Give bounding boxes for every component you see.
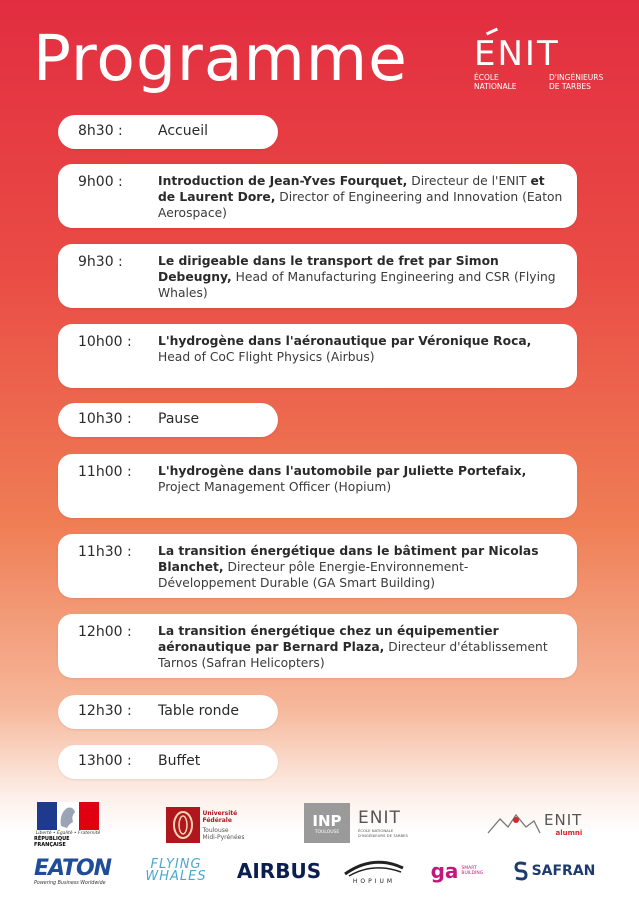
universite-line: Université bbox=[202, 809, 238, 817]
ga-subtext: SMART BUILDING bbox=[461, 866, 484, 876]
airbus-logo bbox=[233, 856, 325, 886]
program-detail: Head of Manufacturing Engineering and CSR (Flying Whales) bbox=[158, 270, 556, 300]
eaton-tagline: Powering Business Worldwide bbox=[34, 881, 106, 886]
program-item bbox=[58, 244, 577, 308]
flying-whales-logo bbox=[134, 854, 218, 888]
safran-logo bbox=[505, 856, 603, 886]
enit-logo bbox=[474, 30, 624, 92]
program-time: 8h30 : bbox=[78, 123, 123, 139]
flying-whales-word: FLYING WHALES bbox=[145, 857, 207, 884]
program-item bbox=[58, 745, 278, 779]
program-desc bbox=[158, 122, 563, 140]
enit-small-sub: D'INGÉNIEURS DE TARBES bbox=[358, 833, 408, 838]
safran-s-icon bbox=[513, 861, 529, 881]
republique-francaise-logo bbox=[34, 802, 102, 848]
program-desc bbox=[158, 410, 563, 428]
enit-small-logo bbox=[358, 808, 408, 838]
program-time: 9h30 : bbox=[78, 254, 123, 270]
program-desc bbox=[158, 623, 563, 671]
universite-emblem-icon bbox=[166, 807, 200, 843]
program-time: 11h00 : bbox=[78, 464, 132, 480]
program-item bbox=[58, 324, 577, 388]
page-title: Programme bbox=[33, 22, 408, 95]
program-title: Accueil bbox=[158, 123, 208, 139]
program-title: L'hydrogène dans l'automobile par Juliette Portefaix, bbox=[158, 464, 527, 478]
program-desc bbox=[158, 333, 563, 365]
alumni-label: alumni bbox=[555, 829, 583, 837]
program-time: 10h00 : bbox=[78, 334, 132, 350]
program-time: 10h30 : bbox=[78, 411, 132, 427]
program-title: La transition énergétique chez un équipementier aéronautique par Bernard Plaza, bbox=[158, 624, 499, 654]
program-time: 13h00 : bbox=[78, 753, 132, 769]
program-desc bbox=[158, 173, 563, 221]
ga-smart-building-logo bbox=[428, 854, 490, 888]
inp-subtext: TOULOUSE bbox=[314, 829, 340, 835]
program-detail: Head of CoC Flight Physics (Airbus) bbox=[158, 350, 375, 364]
program-title: Buffet bbox=[158, 753, 201, 769]
program-desc bbox=[158, 253, 563, 301]
program-detail: Directeur d'établissement Tarnos (Safran Helicopters) bbox=[158, 640, 548, 670]
republique-motto: Liberté • Égalité • Fraternité bbox=[35, 831, 101, 836]
program-item bbox=[58, 695, 278, 729]
program-detail: Project Management Officer (Hopium) bbox=[158, 480, 392, 494]
marianne-icon bbox=[37, 802, 99, 830]
universite-line: Fédérale bbox=[202, 816, 232, 824]
hopium-swoosh-icon bbox=[343, 858, 405, 878]
inp-text: INP bbox=[312, 811, 342, 830]
program-desc bbox=[158, 702, 563, 720]
enit-logo-word: ENIT bbox=[474, 34, 560, 74]
partner-logos bbox=[0, 796, 639, 906]
program-time: 11h30 : bbox=[78, 544, 132, 560]
enit-alumni-logo bbox=[486, 804, 598, 844]
program-detail: Directeur pôle Energie-Environnement-Développement Durable (GA Smart Building) bbox=[158, 560, 469, 590]
program-title: Le dirigeable dans le transport de fret par Simon Debeugny, bbox=[158, 254, 499, 284]
inp-enit-logo bbox=[304, 802, 434, 844]
enit-small-sub: ÉCOLE NATIONALE bbox=[358, 828, 394, 833]
enit-subtitle-line: NATIONALE bbox=[474, 82, 517, 91]
program-title: La transition énergétique dans le bâtiment par Nicolas Blanchet, bbox=[158, 544, 539, 574]
program-item bbox=[58, 115, 278, 149]
program-item bbox=[58, 164, 577, 228]
program-time: 12h00 : bbox=[78, 624, 132, 640]
airbus-word: AIRBUS bbox=[236, 859, 322, 883]
program-detail: Director of Engineering and Innovation (Eaton Aerospace) bbox=[158, 190, 563, 220]
program-title: Pause bbox=[158, 411, 200, 427]
hopium-word: HOPIUM bbox=[352, 877, 396, 885]
program-item bbox=[58, 454, 577, 518]
mountains-icon bbox=[486, 811, 542, 837]
republique-name: RÉPUBLIQUE FRANÇAISE bbox=[34, 836, 70, 848]
program-title: et de Laurent Dore, bbox=[158, 174, 545, 204]
eaton-word: EATON bbox=[34, 856, 112, 881]
program-time: 9h00 : bbox=[78, 174, 123, 190]
program-title: L'hydrogène dans l'aéronautique par Véronique Roca, bbox=[158, 334, 532, 348]
universite-federale-logo bbox=[165, 802, 245, 848]
enit-subtitle-line: ÉCOLE bbox=[474, 73, 499, 82]
ga-word: ga bbox=[430, 859, 459, 883]
program-desc bbox=[158, 463, 563, 495]
program-title: Table ronde bbox=[158, 703, 240, 719]
program-item bbox=[58, 403, 278, 437]
enit-small-word: ENIT bbox=[358, 808, 401, 828]
program-desc bbox=[158, 543, 563, 591]
enit-subtitle-line: DE TARBES bbox=[549, 82, 591, 91]
universite-line: Toulouse bbox=[202, 826, 229, 834]
program-detail: Directeur de l'ENIT bbox=[407, 174, 531, 188]
enit-alumni-word: ENIT bbox=[544, 811, 583, 829]
hopium-logo bbox=[340, 852, 408, 890]
program-item bbox=[58, 534, 577, 598]
program-time: 12h30 : bbox=[78, 703, 132, 719]
program-desc bbox=[158, 752, 563, 770]
enit-subtitle-line: D'INGÉNIEURS bbox=[549, 73, 604, 82]
program-title: Introduction de Jean-Yves Fourquet, bbox=[158, 174, 408, 188]
universite-line: Midi-Pyrénées bbox=[202, 833, 245, 841]
inp-logo bbox=[304, 803, 350, 843]
program-item bbox=[58, 614, 577, 678]
safran-word: SAFRAN bbox=[531, 863, 596, 879]
eaton-logo bbox=[34, 854, 124, 888]
